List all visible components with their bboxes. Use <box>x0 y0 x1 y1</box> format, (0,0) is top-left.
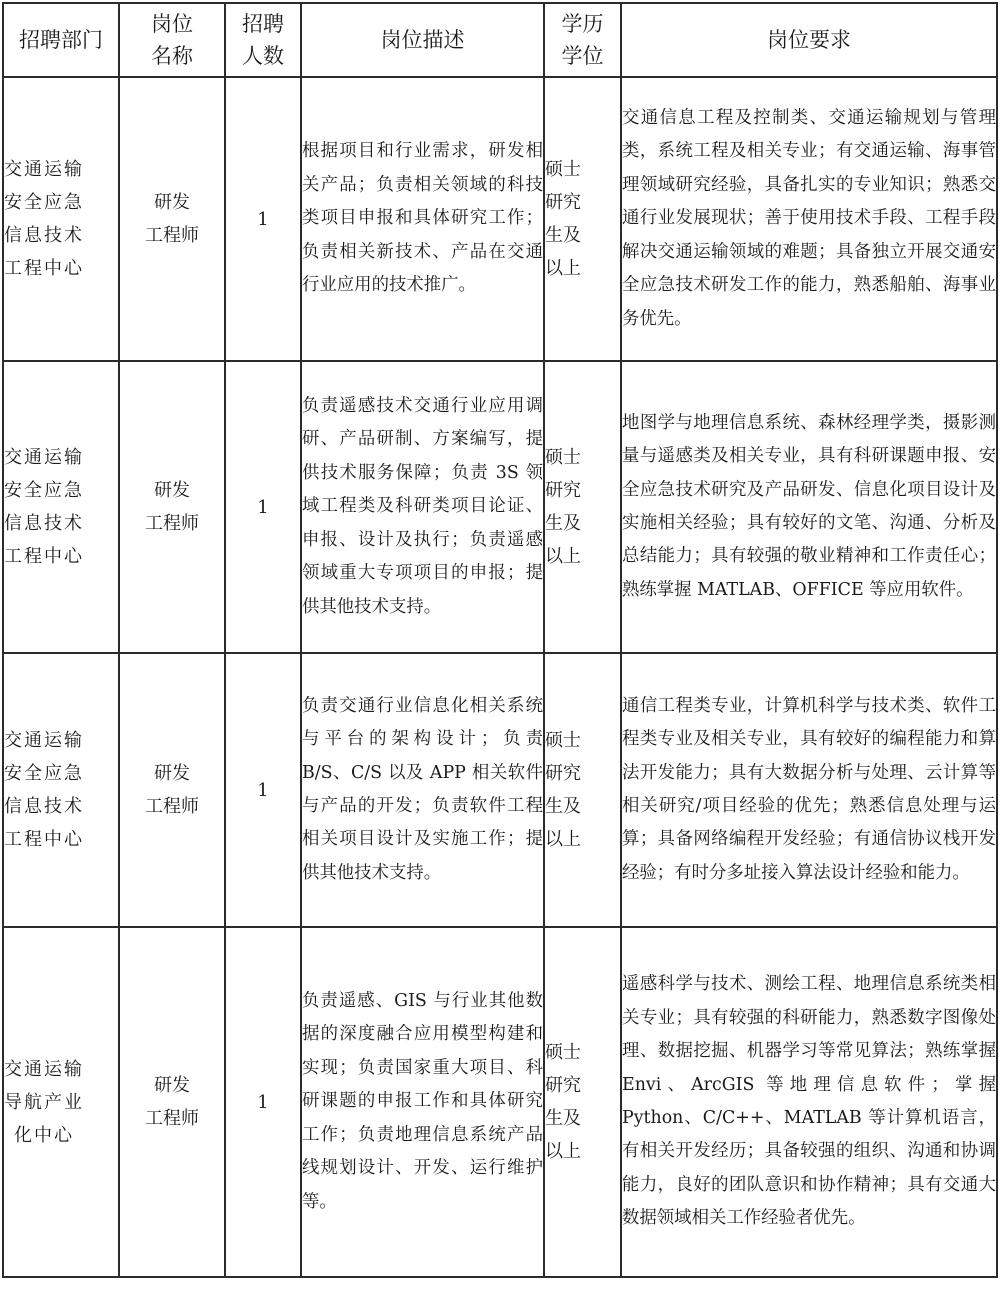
dept-cell <box>3 361 119 653</box>
education-line: 研究 <box>545 192 581 213</box>
header-requirements-label: 岗位要求 <box>767 28 851 52</box>
education-line: 研究 <box>545 763 581 784</box>
education-line: 以上 <box>545 546 581 567</box>
position-cell <box>119 77 225 361</box>
education-cell <box>544 927 621 1277</box>
dept-cell <box>3 927 119 1277</box>
header-position-line: 名称 <box>151 44 193 68</box>
position-line: 工程师 <box>145 513 199 534</box>
header-dept <box>3 3 119 77</box>
dept-line: 交通运输 <box>4 1058 84 1080</box>
requirements-cell: 通信工程类专业，计算机科学与技术类、软件工程类专业及相关专业，具有较好的编程能力和算法开发能力；具有大数据分析与处理、云计算等相关研究/项目经验的优先；熟悉信息处理与运算；具备网络编程开发经验；有通信协议栈开发经验；有时分多址接入算法设计经验和能力。 <box>621 653 997 927</box>
dept-line: 工程中心 <box>4 258 84 279</box>
education-line: 以上 <box>545 258 581 279</box>
education-line: 生及 <box>545 513 581 534</box>
requirements-cell: 地图学与地理信息系统、森林经理学类，摄影测量与遥感类及相关专业，具有科研课题申报、安全应急技术研究及产品研发、信息化项目设计及实施相关经验；具有较好的文笔、沟通、分析及总结能力；具有较强的敬业精神和工作责任心；熟练掌握 MATLAB、OFFICE 等应用软件。 <box>621 361 997 653</box>
education-line: 研究 <box>545 1075 581 1096</box>
position-line: 研发 <box>154 763 190 784</box>
dept-line: 导航产业 <box>4 1091 84 1113</box>
count-cell: 1 <box>225 77 301 361</box>
count-cell: 1 <box>225 361 301 653</box>
dept-line: 安全应急 <box>4 192 84 213</box>
header-education <box>544 3 621 77</box>
recruitment-table <box>2 2 998 1278</box>
position-line: 工程师 <box>145 225 199 246</box>
education-line: 硕士 <box>545 730 581 751</box>
dept-line: 信息技术 <box>4 796 84 817</box>
dept-line: 工程中心 <box>4 546 84 567</box>
header-count-line: 招聘 <box>242 12 284 36</box>
dept-line: 交通运输 <box>4 447 84 468</box>
table-row <box>3 361 997 653</box>
education-cell <box>544 77 621 361</box>
description-cell: 根据项目和行业需求，研发相关产品；负责相关领域的科技类项目申报和具体研究工作；负责相关新技术、产品在交通行业应用的技术推广。 <box>301 77 544 361</box>
education-line: 研究 <box>545 480 581 501</box>
position-line: 研发 <box>154 192 190 213</box>
dept-line: 交通运输 <box>4 159 84 180</box>
header-position-line: 岗位 <box>151 12 193 36</box>
education-line: 硕士 <box>545 159 581 180</box>
position-cell <box>119 653 225 927</box>
header-description <box>301 3 544 77</box>
dept-line: 工程中心 <box>4 829 84 850</box>
header-education-line: 学历 <box>561 12 604 36</box>
education-cell <box>544 361 621 653</box>
dept-line: 信息技术 <box>4 225 84 246</box>
header-row <box>3 3 997 77</box>
dept-line: 安全应急 <box>4 763 84 784</box>
header-requirements <box>621 3 997 77</box>
header-dept-label: 招聘部门 <box>19 28 103 52</box>
header-description-label: 岗位描述 <box>380 28 465 52</box>
position-line: 工程师 <box>145 796 199 817</box>
education-line: 硕士 <box>545 1042 581 1063</box>
education-line: 以上 <box>545 1141 581 1162</box>
requirements-cell: 遥感科学与技术、测绘工程、地理信息系统类相关专业；具有较强的科研能力，熟悉数字图像处理、数据挖掘、机器学习等常见算法；熟练掌握 Envi、ArcGIS 等地理信息软件；掌握 Python、C/C++、MATLAB 等计算机语言，有相关开发经历；具备较强的组织、沟通和协调能力，良好的团队意识和协作精神；具有交通大数据领域相关工作经验者优先。 <box>621 927 997 1277</box>
education-line: 硕士 <box>545 447 581 468</box>
header-education-line: 学位 <box>561 44 604 68</box>
count-cell: 1 <box>225 927 301 1277</box>
dept-line: 化中心 <box>14 1124 74 1146</box>
table-row <box>3 927 997 1277</box>
header-position <box>119 3 225 77</box>
dept-line: 信息技术 <box>4 513 84 534</box>
dept-line: 交通运输 <box>4 730 84 751</box>
education-line: 生及 <box>545 796 581 817</box>
dept-cell <box>3 77 119 361</box>
table-row <box>3 77 997 361</box>
education-line: 以上 <box>545 829 581 850</box>
education-line: 生及 <box>545 225 581 246</box>
description-cell: 负责交通行业信息化相关系统与平台的架构设计；负责 B/S、C/S 以及 APP 相关软件与产品的开发；负责软件工程相关项目设计及实施工作；提供其他技术支持。 <box>301 653 544 927</box>
dept-cell <box>3 653 119 927</box>
education-line: 生及 <box>545 1108 581 1129</box>
table-row <box>3 653 997 927</box>
description-cell: 负责遥感、GIS 与行业其他数据的深度融合应用模型构建和实现；负责国家重大项目、科研课题的申报工作和具体研究工作；负责地理信息系统产品线规划设计、开发、运行维护等。 <box>301 927 544 1277</box>
count-cell: 1 <box>225 653 301 927</box>
dept-line: 安全应急 <box>4 480 84 501</box>
position-cell <box>119 927 225 1277</box>
education-cell <box>544 653 621 927</box>
position-line: 研发 <box>154 480 190 501</box>
header-count-line: 人数 <box>242 44 284 68</box>
header-count <box>225 3 301 77</box>
description-cell: 负责遥感技术交通行业应用调研、产品研制、方案编写，提供技术服务保障；负责 3S 领域工程类及科研类项目论证、申报、设计及执行；负责遥感领域重大专项项目的申报；提供其他技术支持。 <box>301 361 544 653</box>
position-line: 工程师 <box>145 1108 199 1129</box>
position-line: 研发 <box>154 1075 190 1096</box>
requirements-cell: 交通信息工程及控制类、交通运输规划与管理类，系统工程及相关专业；有交通运输、海事管理领域研究经验，具备扎实的专业知识；熟悉交通行业发展现状；善于使用技术手段、工程手段解决交通运输领域的难题；具备独立开展交通安全应急技术研发工作的能力，熟悉船舶、海事业务优先。 <box>621 77 997 361</box>
position-cell <box>119 361 225 653</box>
